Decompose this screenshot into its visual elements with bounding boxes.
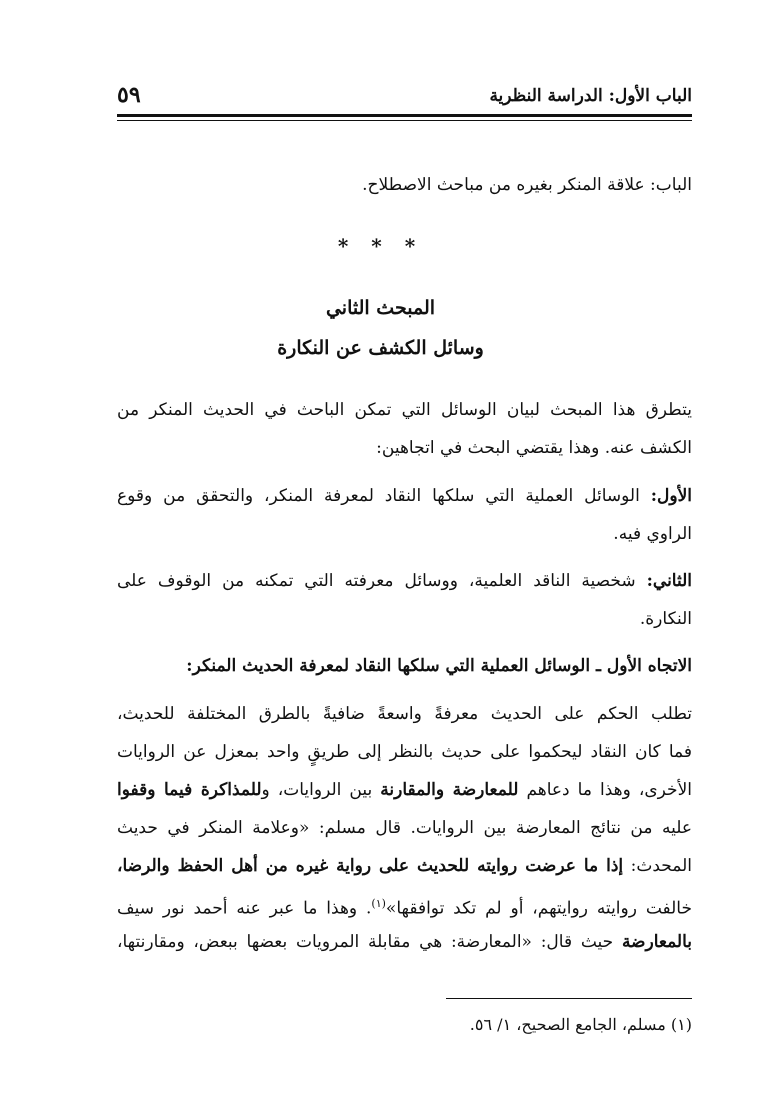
paragraph1-line2: الكشف عنه. وهذا يقتضي البحث في اتجاهين: <box>376 438 692 458</box>
section-subtitle: وسائل الكشف عن النكارة <box>277 337 484 359</box>
footnote: (١) مسلم، الجامع الصحيح، ١/ ٥٦. <box>469 1015 692 1034</box>
body-line3 <box>117 778 692 802</box>
first-text: الوسائل العملية التي سلكها النقاد لمعرفة المنكر، والتحقق من وقوع <box>117 486 640 506</box>
body-line1: تطلب الحكم على الحديث معرفةً واسعةً ضافيةً بالطرق المختلفة للحديث، <box>117 704 692 724</box>
footnote-separator <box>446 998 692 999</box>
term-discussion: للمذاكرة فيما وقفوا <box>117 780 262 800</box>
body-line4: عليه من نتائج المعارضة بين الروايات. قال مسلم: «وعلامة المنكر في حديث <box>117 818 692 838</box>
second-label: الثاني: <box>646 571 693 591</box>
body-line6-part-a: خالفت روايته روايتهم، أو لم تكد توافقها» <box>385 898 692 919</box>
body-line5-part-a: المحدث: <box>623 856 693 876</box>
section-separator: * * * <box>337 234 424 258</box>
first-direction-line1 <box>117 484 692 508</box>
second-text: شخصية الناقد العلمية، ووسائل معرفته التي تمكنه من الوقوف على <box>117 571 636 591</box>
body-line6 <box>117 892 692 921</box>
first-label: الأول: <box>650 486 693 506</box>
muslim-quote-bold: إذا ما عرضت روايته للحديث على رواية غيره من أهل الحفظ والرضا، <box>117 856 624 876</box>
paragraph1-line1: يتطرق هذا المبحث لبيان الوسائل التي تمكن الباحث في الحديث المنكر من <box>117 400 692 420</box>
direction-heading: الاتجاه الأول ـ الوسائل العملية التي سلكها النقاد لمعرفة الحديث المنكر: <box>186 656 692 676</box>
first-direction-line2: الراوي فيه. <box>613 524 692 544</box>
second-direction-line1 <box>117 569 692 593</box>
section-title: المبحث الثاني <box>325 297 436 319</box>
body-line3-part-a: الأخرى، وهذا ما دعاهم <box>518 780 692 800</box>
header-rule-thick <box>117 114 692 117</box>
body-line7 <box>117 930 692 954</box>
body-line3-part-c: بين الروايات، و <box>261 780 381 800</box>
page-number: ٥٩ <box>117 82 141 108</box>
intro-line: الباب: علاقة المنكر بغيره من مباحث الاصطلاح. <box>362 175 692 195</box>
body-line5 <box>117 854 692 878</box>
body-line2: فما كان النقاد ليحكموا على حديث بالنظر إلى طريقٍ واحد بمعزل عن الروايات <box>117 742 692 762</box>
footnote-reference: (١) <box>371 897 386 910</box>
second-direction-line2: النكارة. <box>639 609 692 629</box>
body-line7-part-b: حيث قال: «المعارضة: هي مقابلة المرويات بعضها ببعض، ومقارنتها، <box>117 932 622 952</box>
term-comparison: للمعارضة والمقارنة <box>380 780 519 800</box>
running-title: الباب الأول: الدراسة النظرية <box>489 86 692 106</box>
term-opposition: بالمعارضة <box>621 932 692 952</box>
header-rule-thin <box>117 120 692 121</box>
body-line6-part-b: . وهذا ما عبر عنه أحمد نور سيف <box>117 898 372 919</box>
page-header <box>117 82 692 112</box>
